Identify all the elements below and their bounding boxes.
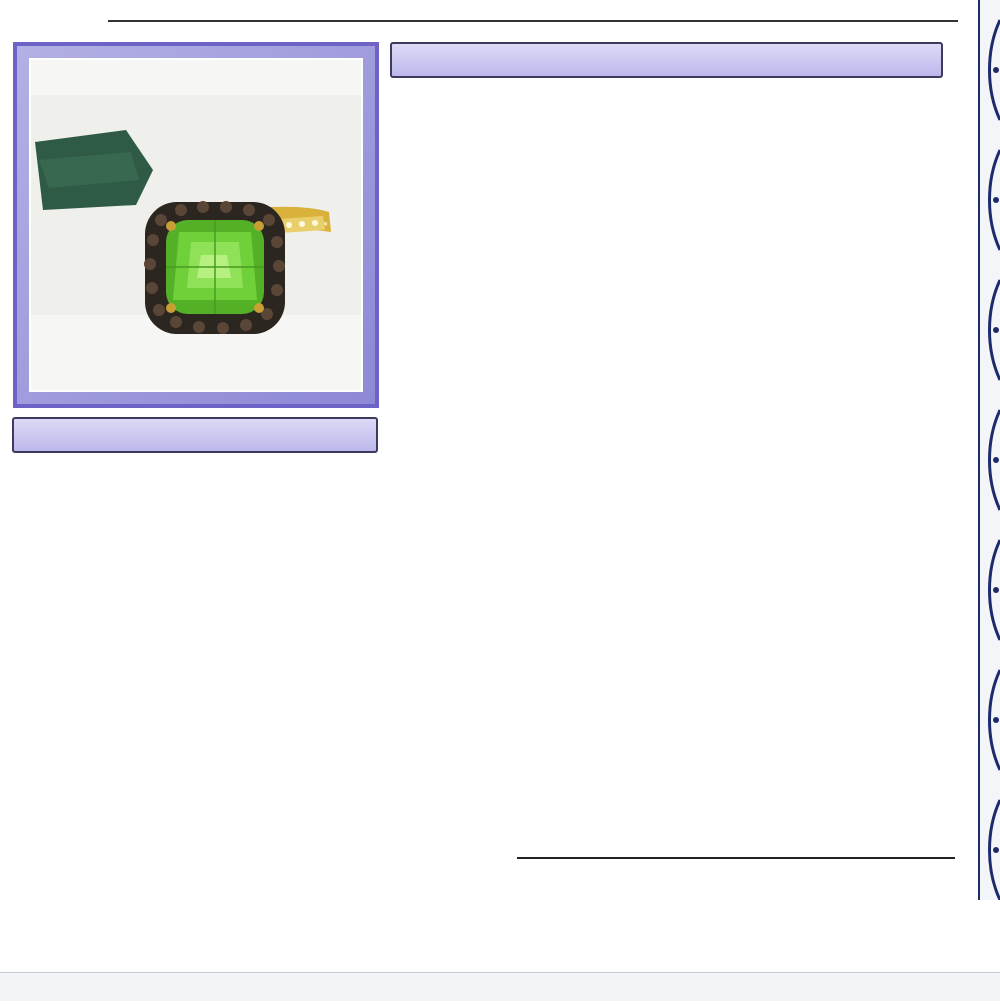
description-header xyxy=(390,42,943,78)
address-line xyxy=(108,20,958,22)
appraised-value-header xyxy=(12,417,378,453)
border-pattern-icon xyxy=(980,0,1000,1000)
seal-starburst-icon xyxy=(0,602,282,902)
signature-line xyxy=(517,857,955,859)
bottom-page-strip xyxy=(0,972,1000,1001)
bottom-decorative-border xyxy=(0,900,1000,972)
ring-image xyxy=(31,60,361,390)
right-decorative-border xyxy=(978,0,1000,1000)
ring-photo xyxy=(29,58,363,392)
photo-frame xyxy=(13,42,379,408)
bottom-pattern-icon xyxy=(0,900,1000,972)
